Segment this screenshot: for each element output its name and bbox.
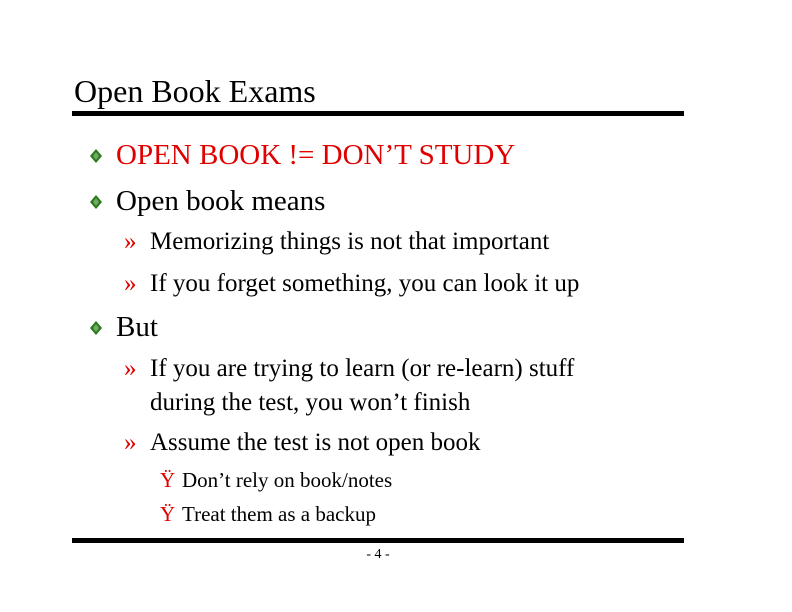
bullet-text: But (116, 311, 158, 343)
diamond-bullet-icon (88, 148, 104, 164)
third-level-text: Don’t rely on book/notes (182, 468, 393, 492)
chevron-bullet-icon: » (124, 270, 137, 297)
sub-bullet-text: If you forget something, you can look it up (150, 270, 580, 297)
sub-bullet-text: Memorizing things is not that important (150, 228, 550, 255)
title-divider (72, 111, 684, 116)
bullet-text: OPEN BOOK != DON’T STUDY (116, 139, 516, 171)
dot-bullet-icon: Ÿ (160, 502, 176, 526)
sub-bullet-continuation: during the test, you won’t finish (150, 389, 471, 416)
slide-title: Open Book Exams (74, 73, 316, 109)
chevron-bullet-icon: » (124, 429, 137, 456)
sub-bullet-text: Assume the test is not open book (150, 429, 481, 456)
diamond-bullet-icon (88, 320, 104, 336)
page-number: - 4 - (366, 547, 390, 562)
footer-divider (72, 538, 684, 543)
sub-bullet-text: If you are trying to learn (or re-learn) stuff (150, 355, 575, 382)
chevron-bullet-icon: » (124, 228, 137, 255)
third-level-text: Treat them as a backup (182, 502, 377, 526)
dot-bullet-icon: Ÿ (160, 468, 176, 492)
bullet-text: Open book means (116, 185, 326, 217)
diamond-bullet-icon (88, 194, 104, 210)
chevron-bullet-icon: » (124, 355, 137, 382)
